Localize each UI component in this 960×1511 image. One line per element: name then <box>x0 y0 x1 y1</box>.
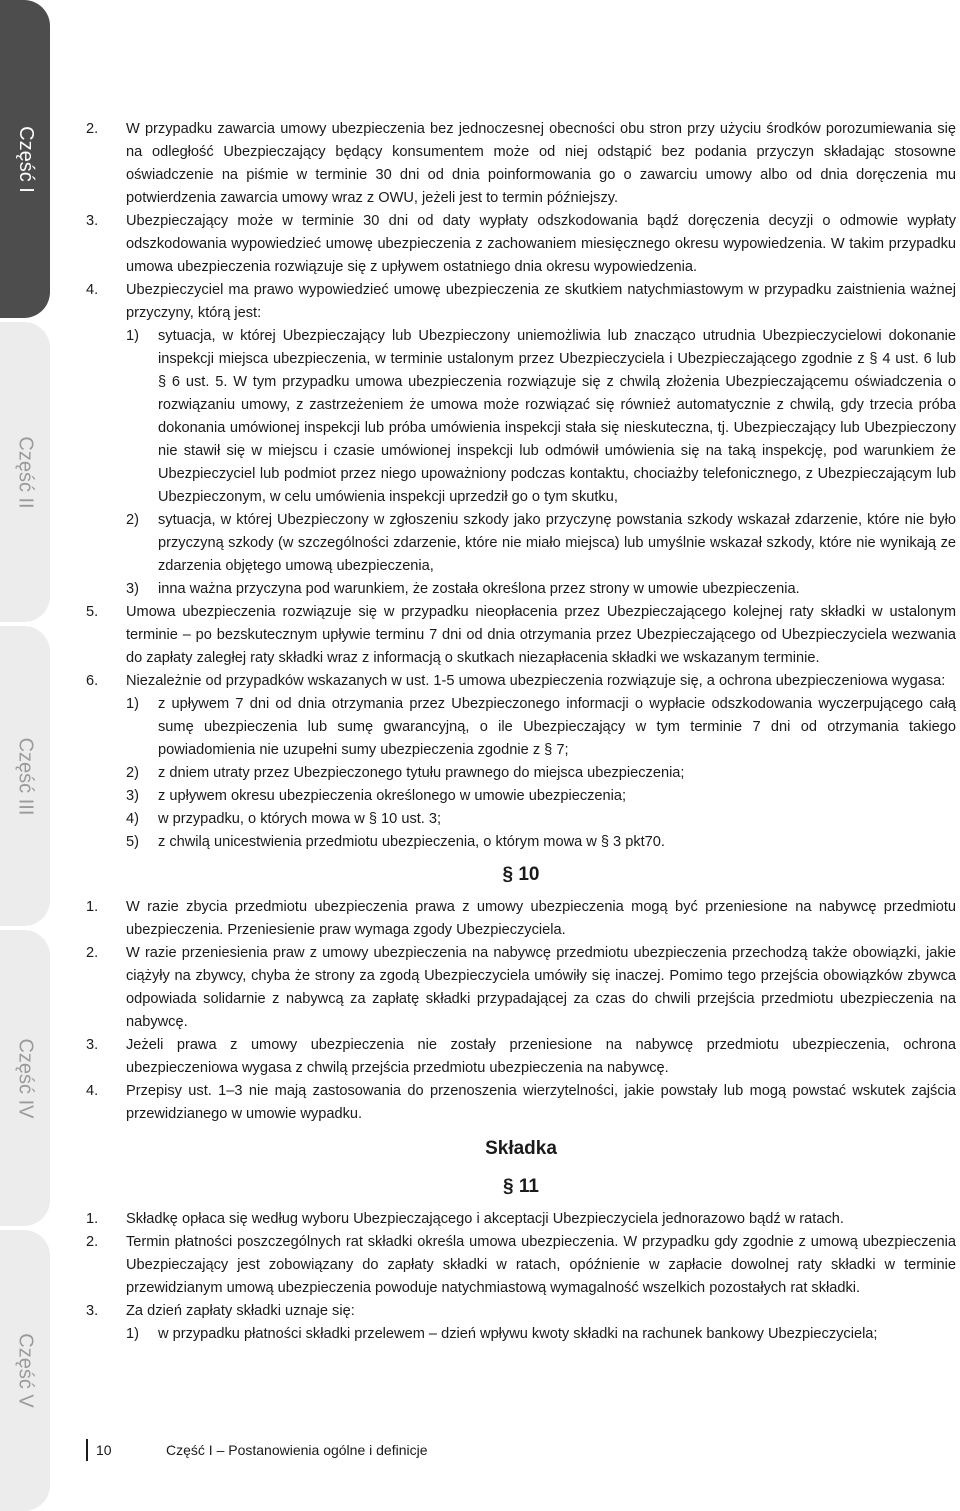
tab-part-2[interactable] <box>0 322 50 622</box>
sub-item-text: w przypadku, o których mowa w § 10 ust. 3; <box>158 811 442 827</box>
sub-item-number: 2) <box>126 512 139 528</box>
paragraph-3 <box>86 210 956 279</box>
paragraph-text: W razie zbycia przedmiotu ubezpieczenia prawa z umowy ubezpieczenia mogą być przeniesione na nabywcę przedmiotu ubezpieczenia. Przeniesienie praw wymaga zgody Ubezpieczyciela. <box>126 899 956 938</box>
s10-paragraph-2 <box>86 942 956 1034</box>
sub-item <box>126 762 956 785</box>
document-body <box>86 118 956 1346</box>
sub-item <box>126 578 956 601</box>
tab-part-2-label: Część II <box>14 435 37 509</box>
paragraph-text: Za dzień zapłaty składki uznaje się: <box>126 1303 355 1319</box>
sub-item-text: sytuacja, w której Ubezpieczający lub Ubezpieczony uniemożliwia lub znacząco utrudnia Ubezpieczycielowi dokonanie inspekcji miejsca ubezpieczenia, w terminie ustalonym przez Ubezpieczyciela i Ubezpieczającego zgodnie z § 4 ust. 6 lub § 6 ust. 5. W tym przypadku umowa ubezpieczenia rozwiązuje się z chwilą złożenia Ubezpieczającemu oświadczenia o rozwiązaniu umowy, z zastrzeżeniem że umowa może rozwiązać się również automatycznie z chwilą, gdy trzecia próba dokonania umówionej inspekcji lub próba umówienia inspekcji stała się nieskuteczna, tj. Ubezpieczający lub Ubezpieczony nie stawił się w miejscu i czasie umówionej inspekcji lub odmówił umówienia się na taką inspekcję, pod warunkiem że Ubezpieczyciel lub podmiot przez niego upoważniony podczas kontaktu, chociażby telefonicznego, z Ubezpieczającym lub Ubezpieczonym, w celu umówienia inspekcji uprzedził go o tym skutku, <box>158 328 956 505</box>
s10-paragraph-3 <box>86 1034 956 1080</box>
sub-item-number: 1) <box>126 696 139 712</box>
s11-paragraph-3 <box>86 1300 956 1346</box>
tab-part-3[interactable] <box>0 626 50 926</box>
tab-part-1[interactable] <box>0 0 50 318</box>
section-11-heading: § 11 <box>503 1176 539 1197</box>
sub-item <box>126 831 956 854</box>
sub-item-number: 2) <box>126 765 139 781</box>
paragraph-number: 3. <box>86 1037 99 1053</box>
sub-item-number: 1) <box>126 1326 139 1342</box>
page-number: 10 <box>96 1442 112 1458</box>
paragraph-2 <box>86 118 956 210</box>
sub-item-text: inna ważna przyczyna pod warunkiem, że została określona przez strony w umowie ubezpieczenia. <box>158 581 800 597</box>
paragraph-6 <box>86 670 956 854</box>
sub-item-text: z upływem okresu ubezpieczenia określonego w umowie ubezpieczenia; <box>158 788 627 804</box>
sub-item <box>126 1323 956 1346</box>
paragraph-text: Składkę opłaca się według wyboru Ubezpieczającego i akceptacji Ubezpieczyciela jednorazowo bądź w ratach. <box>126 1211 844 1227</box>
tab-part-4-label: Część IV <box>14 1037 37 1119</box>
footer-title: Część I – Postanowienia ogólne i definicje <box>166 1442 428 1458</box>
part-tabs <box>0 0 50 1511</box>
section-10-heading: § 10 <box>502 864 540 885</box>
paragraph-text: Niezależnie od przypadków wskazanych w ust. 1-5 umowa ubezpieczenia rozwiązuje się, a ochrona ubezpieczeniowa wygasa: <box>126 673 946 689</box>
tab-part-5-label: Część V <box>14 1333 37 1408</box>
paragraph-number: 1. <box>86 1211 99 1227</box>
page-footer <box>86 1438 428 1462</box>
paragraph-text: Przepisy ust. 1–3 nie mają zastosowania do przenoszenia wierzytelności, jakie powstały lub mogą powstać wskutek zajścia przewidzianego w umowie wypadku. <box>126 1083 956 1122</box>
paragraph-number: 4. <box>86 1083 99 1099</box>
paragraph-number: 1. <box>86 899 99 915</box>
sub-item-text: sytuacja, w której Ubezpieczony w zgłoszeniu szkody jako przyczynę powstania szkody wskazał zdarzenie, które nie było przyczyną szkody (w szczególności zdarzenie, które nie miało miejsca) lub umyślnie wskazał szkody, które nie wynikają ze zdarzenia objętego umową ubezpieczenia, <box>158 512 956 574</box>
section-title-skladka: Składka <box>485 1138 557 1159</box>
paragraph-text: W razie przeniesienia praw z umowy ubezpieczenia na nabywcę przedmiotu ubezpieczenia przechodzą także obowiązki, jakie ciążyły na zbywcy, chyba że strony za zgodą Ubezpieczyciela umówiły się inaczej. Pomimo tego przejścia obowiązków zbywca odpowiada solidarnie z nabywcą za zapłatę składki przypadającej za czas do chwili przejścia przedmiotu ubezpieczenia na nabywcę. <box>126 945 956 1030</box>
paragraph-text: Jeżeli prawa z umowy ubezpieczenia nie zostały przeniesione na nabywcę przedmiotu ubezpieczenia, ochrona ubezpieczeniowa wygasa z chwilą przejścia przedmiotu ubezpieczenia na nabywcę. <box>126 1037 956 1076</box>
sub-item-number: 3) <box>126 581 139 597</box>
paragraph-number: 2. <box>86 121 99 137</box>
paragraph-4 <box>86 279 956 601</box>
sub-item <box>126 325 956 509</box>
tab-part-1-label: Część I <box>14 125 37 193</box>
sub-item <box>126 509 956 578</box>
paragraph-text: Umowa ubezpieczenia rozwiązuje się w przypadku nieopłacenia przez Ubezpieczającego kolejnej raty składki w ustalonym terminie – po bezskutecznym upływie terminu 7 dni od dnia otrzymania przez Ubezpieczającego od Ubezpieczyciela wezwania do zapłaty zaległej raty składki wraz z informacją o skutkach niezapłacenia składki we wskazanym terminie. <box>126 604 956 666</box>
paragraph-number: 5. <box>86 604 99 620</box>
sub-item-number: 5) <box>126 834 139 850</box>
paragraph-5 <box>86 601 956 670</box>
sub-item-number: 3) <box>126 788 139 804</box>
paragraph-number: 6. <box>86 673 99 689</box>
paragraph-text: Ubezpieczyciel ma prawo wypowiedzieć umowę ubezpieczenia ze skutkiem natychmiastowym w przypadku zaistnienia ważnej przyczyny, którą jest: <box>126 282 956 321</box>
footer-divider <box>86 1439 88 1461</box>
paragraph-number: 4. <box>86 282 99 298</box>
tab-part-5[interactable] <box>0 1230 50 1511</box>
sub-item <box>126 808 956 831</box>
sub-item <box>126 785 956 808</box>
paragraph-number: 3. <box>86 1303 99 1319</box>
sub-item-text: w przypadku płatności składki przelewem – dzień wpływu kwoty składki na rachunek bankowy Ubezpieczyciela; <box>158 1326 878 1342</box>
tab-part-3-label: Część III <box>14 737 37 815</box>
sub-item-number: 4) <box>126 811 139 827</box>
sub-item-text: z upływem 7 dni od dnia otrzymania przez Ubezpieczonego informacji o wypłacie odszkodowania wyczerpującego całą sumę ubezpieczenia lub sumę gwarancyjną, o ile Ubezpieczający w tym terminie 7 dni od otrzymania takiego powiadomienia nie uzupełni sumy ubezpieczenia zgodnie z § 7; <box>158 696 956 758</box>
paragraph-text: Ubezpieczający może w terminie 30 dni od daty wypłaty odszkodowania bądź doręczenia decyzji o odmowie wypłaty odszkodowania wypowiedzieć umowę ubezpieczenia z zachowaniem miesięcznego okresu wypowiedzenia. W takim przypadku umowa ubezpieczenia rozwiązuje się z upływem ostatniego dnia okresu wypowiedzenia. <box>126 213 956 275</box>
paragraph-text: W przypadku zawarcia umowy ubezpieczenia bez jednoczesnej obecności obu stron przy użyciu środków porozumiewania się na odległość Ubezpieczający będący konsumentem może od niej odstąpić bez podania przyczyn składając stosowne oświadczenie na piśmie w terminie 30 dni od dnia poinformowania go o zawarciu umowy albo od dnia doręczenia mu potwierdzenia zawarcia umowy wraz z OWU, jeżeli jest to termin późniejszy. <box>126 121 956 206</box>
paragraph-number: 2. <box>86 945 99 961</box>
sub-item-text: z chwilą unicestwienia przedmiotu ubezpieczenia, o którym mowa w § 3 pkt70. <box>158 834 665 850</box>
sub-item-text: z dniem utraty przez Ubezpieczonego tytułu prawnego do miejsca ubezpieczenia; <box>158 765 685 781</box>
tab-part-4[interactable] <box>0 930 50 1226</box>
s10-paragraph-1 <box>86 896 956 942</box>
s11-paragraph-2 <box>86 1231 956 1300</box>
paragraph-text: Termin płatności poszczególnych rat składki określa umowa ubezpieczenia. W przypadku gdy zgodnie z umową ubezpieczenia Ubezpieczający jest zobowiązany do zapłaty składki w ratach, opóźnienie w zapłacie dowolnej raty składki w terminie przewidzianym umową ubezpieczenia powoduje natychmiastową wymagalność wszelkich pozostałych rat składki. <box>126 1234 956 1296</box>
s10-paragraph-4 <box>86 1080 956 1126</box>
paragraph-number: 3. <box>86 213 99 229</box>
paragraph-number: 2. <box>86 1234 99 1250</box>
s11-paragraph-1 <box>86 1208 956 1231</box>
sub-item-number: 1) <box>126 328 139 344</box>
sub-item <box>126 693 956 762</box>
